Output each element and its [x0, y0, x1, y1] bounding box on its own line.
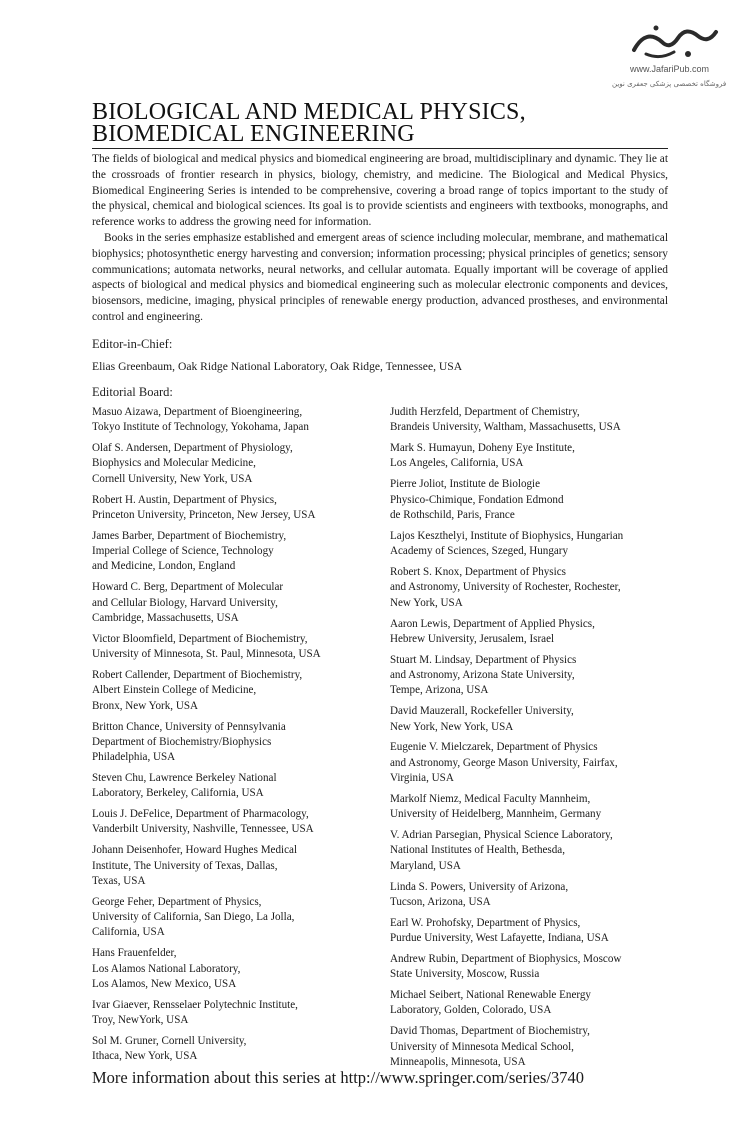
board-member-line: George Feher, Department of Physics,: [92, 895, 262, 908]
series-description: [92, 152, 668, 326]
board-member-line: V. Adrian Parsegian, Physical Science Laboratory,: [390, 829, 613, 842]
board-member-line: Albert Einstein College of Medicine,: [92, 684, 257, 697]
board-member-line: Eugenie V. Mielczarek, Department of Physics: [390, 741, 598, 754]
board-member-line: James Barber, Department of Biochemistry,: [92, 529, 287, 542]
editor-in-chief-text: Elias Greenbaum, Oak Ridge National Laboratory, Oak Ridge, Tennessee, USA: [92, 360, 463, 373]
series-title-line-1: BIOLOGICAL AND MEDICAL PHYSICS,: [92, 99, 526, 125]
board-member: [92, 807, 377, 838]
board-member-line: Cambridge, Massachusetts, USA: [92, 611, 239, 624]
board-member-line: Robert S. Knox, Department of Physics: [390, 566, 566, 579]
board-member-line: Masuo Aizawa, Department of Bioengineering,: [92, 406, 303, 418]
board-member-line: Los Alamos National Laboratory,: [92, 962, 241, 975]
board-member: [92, 580, 377, 626]
board-member-line: Imperial College of Science, Technology: [92, 545, 274, 558]
board-member: [92, 998, 377, 1029]
board-member-line: Biophysics and Molecular Medicine,: [92, 457, 256, 470]
logo-mark-icon: [626, 20, 722, 64]
board-member: [92, 771, 377, 802]
board-member: [390, 952, 670, 983]
board-member: [390, 704, 670, 735]
board-member: [92, 720, 377, 766]
board-member-line: Physico-Chimique, Fondation Edmond: [390, 493, 564, 506]
board-member-line: Andrew Rubin, Department of Biophysics, Moscow: [390, 952, 622, 965]
board-member: [92, 1034, 377, 1065]
description-paragraph-1: The fields of biological and medical physics and biomedical engineering are broad, multidisciplinary and dynamic. They lie at the crossroads of frontier research in physics, biology, chemistry, and medicine. The Biological and Medical Physics, Biomedical Engineering Series is intended to be comprehensive, covering a broad range of topics important to the study of the physical, chemical and biological sciences. Its goal is to provide scientists and engineers with textbooks, monographs, and reference works to address the growing need for information.: [92, 153, 668, 229]
board-member-line: and Medicine, London, England: [92, 560, 236, 573]
board-member-line: Bronx, New York, USA: [92, 699, 199, 712]
board-member: [92, 843, 377, 889]
board-member-line: Victor Bloomfield, Department of Biochemistry,: [92, 632, 308, 645]
board-member: [390, 405, 670, 436]
board-member-line: Linda S. Powers, University of Arizona,: [390, 880, 569, 893]
board-member: [390, 988, 670, 1019]
board-member-line: Pierre Joliot, Institute de Biologie: [390, 478, 541, 491]
board-member: [92, 493, 377, 524]
board-member-line: Aaron Lewis, Department of Applied Physics,: [390, 617, 595, 630]
editorial-board-left-column: [92, 405, 377, 1070]
board-member-line: Britton Chance, University of Pennsylvania: [92, 720, 286, 733]
board-member-line: Robert Callender, Department of Biochemistry,: [92, 669, 303, 682]
board-member-line: David Thomas, Department of Biochemistry,: [390, 1025, 590, 1038]
board-member-line: Earl W. Prohofsky, Department of Physics,: [390, 916, 581, 929]
board-member-line: Cornell University, New York, USA: [92, 472, 253, 485]
board-member-line: Tucson, Arizona, USA: [390, 895, 491, 908]
board-member-line: Johann Deisenhofer, Howard Hughes Medical: [92, 844, 298, 857]
board-member-line: Ithaca, New York, USA: [92, 1050, 198, 1063]
board-member-line: University of California, San Diego, La Jolla,: [92, 911, 295, 924]
board-member-line: Stuart M. Lindsay, Department of Physics: [390, 653, 577, 666]
board-member-line: Lajos Keszthelyi, Institute of Biophysics, Hungarian: [390, 529, 624, 542]
board-member: [92, 946, 377, 992]
board-member: [390, 916, 670, 947]
board-member: [390, 828, 670, 874]
board-member-line: National Institutes of Health, Bethesda,: [390, 844, 565, 857]
board-member-line: Louis J. DeFelice, Department of Pharmacology,: [92, 808, 309, 821]
board-member: [390, 1024, 670, 1070]
board-member-line: California, USA: [92, 926, 165, 939]
board-member-line: Laboratory, Golden, Colorado, USA: [390, 1004, 552, 1017]
board-member-line: Institute, The University of Texas, Dallas,: [92, 859, 278, 872]
board-member-line: Los Alamos, New Mexico, USA: [92, 977, 237, 990]
board-member-line: Vanderbilt University, Nashville, Tennessee, USA: [92, 823, 314, 836]
series-title-line-2: BIOMEDICAL ENGINEERING: [92, 121, 415, 147]
board-member-line: Academy of Sciences, Szeged, Hungary: [390, 545, 569, 558]
publisher-logo: [600, 14, 746, 96]
board-member-line: Philadelphia, USA: [92, 751, 176, 764]
series-info-footer: More information about this series at http://www.springer.com/series/3740: [92, 1068, 585, 1087]
board-member-line: David Mauzerall, Rockefeller University,: [390, 705, 574, 718]
board-member: [390, 477, 670, 523]
logo-url: www.JafariPub.com: [630, 64, 710, 74]
board-member: [390, 792, 670, 823]
board-member: [92, 632, 377, 663]
board-member: [92, 529, 377, 575]
description-paragraph-2: Books in the series emphasize established and emergent areas of science including molecular, membrane, and mathematical biophysics; photosynthetic energy harvesting and conversion; information processing; physical principles of genetics; sensory communications; automata networks, neural networks, and cellular automata. Equally important will be coverage of applied aspects of biological and medical physics and biomedical engineering such as molecular electronic components and devices, biosensors, medicine, imaging, physical principles of renewable energy production, advanced prostheses, and environmental control and engineering.: [92, 231, 668, 323]
board-member-line: University of Heidelberg, Mannheim, Germany: [390, 808, 602, 821]
board-member: [92, 668, 377, 714]
board-member: [390, 617, 670, 648]
board-member-line: New York, New York, USA: [390, 720, 514, 733]
board-member: [390, 529, 670, 560]
editorial-board-right-column: [390, 405, 670, 1076]
board-member-line: and Astronomy, University of Rochester, Rochester,: [390, 581, 621, 594]
board-member-line: Maryland, USA: [390, 859, 461, 872]
board-member-line: Ivar Giaever, Rensselaer Polytechnic Institute,: [92, 998, 298, 1011]
board-member-line: Judith Herzfeld, Department of Chemistry,: [390, 406, 580, 418]
board-member-line: Princeton University, Princeton, New Jersey, USA: [92, 508, 316, 521]
board-member-line: Department of Biochemistry/Biophysics: [92, 735, 272, 748]
board-member-line: Brandeis University, Waltham, Massachusetts, USA: [390, 421, 621, 434]
board-member: [390, 880, 670, 911]
board-member-line: Tokyo Institute of Technology, Yokohama, Japan: [92, 421, 309, 434]
board-member-line: Sol M. Gruner, Cornell University,: [92, 1035, 247, 1047]
board-member-line: Purdue University, West Lafayette, Indiana, USA: [390, 932, 609, 945]
editor-in-chief-label: Editor-in-Chief:: [92, 337, 173, 351]
board-member-line: Robert H. Austin, Department of Physics,: [92, 493, 277, 506]
board-member: [390, 653, 670, 699]
board-member-line: and Astronomy, Arizona State University,: [390, 669, 575, 682]
board-member: [92, 405, 377, 436]
board-member-line: Tempe, Arizona, USA: [390, 684, 489, 697]
board-member-line: Minneapolis, Minnesota, USA: [390, 1055, 526, 1068]
editorial-board-label: Editorial Board:: [92, 385, 173, 399]
board-member-line: University of Minnesota Medical School,: [390, 1040, 574, 1053]
logo-subtitle: فروشگاه تخصصی پزشکی جعفری نوین: [612, 80, 727, 88]
board-member-line: Virginia, USA: [390, 771, 454, 784]
board-member: [92, 441, 377, 487]
board-member-line: Steven Chu, Lawrence Berkeley National: [92, 771, 277, 784]
board-member-line: New York, USA: [390, 596, 463, 609]
board-member-line: de Rothschild, Paris, France: [390, 508, 515, 521]
board-member-line: Markolf Niemz, Medical Faculty Mannheim,: [390, 792, 591, 805]
board-member-line: State University, Moscow, Russia: [390, 968, 540, 981]
board-member: [390, 441, 670, 472]
board-member-line: Laboratory, Berkeley, California, USA: [92, 787, 264, 800]
board-member-line: Troy, NewYork, USA: [92, 1014, 189, 1027]
board-member-line: Hans Frauenfelder,: [92, 947, 177, 960]
board-member-line: Mark S. Humayun, Doheny Eye Institute,: [390, 442, 575, 455]
board-member-line: and Cellular Biology, Harvard University,: [92, 596, 278, 609]
board-member-line: Hebrew University, Jerusalem, Israel: [390, 632, 555, 645]
board-member: [92, 895, 377, 941]
board-member-line: Howard C. Berg, Department of Molecular: [92, 581, 284, 594]
board-member-line: Michael Seibert, National Renewable Energy: [390, 989, 591, 1002]
board-member-line: Texas, USA: [92, 874, 146, 887]
board-member-line: University of Minnesota, St. Paul, Minnesota, USA: [92, 648, 321, 661]
board-member: [390, 740, 670, 786]
board-member-line: Olaf S. Andersen, Department of Physiology,: [92, 442, 293, 455]
board-member-line: Los Angeles, California, USA: [390, 457, 524, 470]
board-member: [390, 565, 670, 611]
board-member-line: and Astronomy, George Mason University, Fairfax,: [390, 756, 618, 769]
series-title: [92, 101, 668, 149]
